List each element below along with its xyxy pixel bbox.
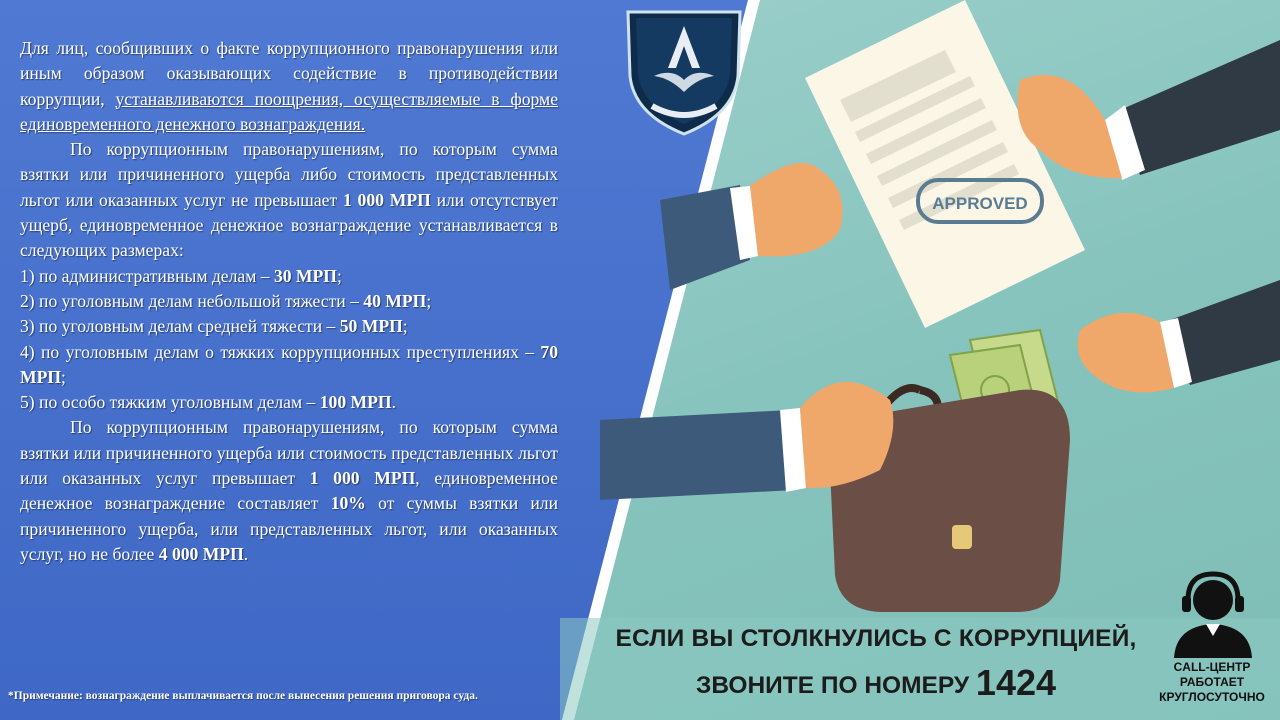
rate-item	[20, 264, 558, 289]
rate-label: 4) по уголовным делам о тяжких коррупционных преступлениях –	[20, 341, 535, 362]
main-text	[20, 36, 558, 567]
hand-bottom-right-icon	[1078, 280, 1280, 393]
intro-text: Для лиц, сообщивших о факте коррупционного правонарушения или иным образом оказывающих содействие в противодействии коррупции,	[20, 38, 558, 109]
paragraph-rewards-intro	[20, 36, 558, 137]
threshold-amount: 1 000 МРП	[342, 189, 431, 210]
rate-item	[20, 289, 558, 314]
rate-label: 3) по уголовным делам средней тяжести –	[20, 316, 336, 337]
over-threshold-end: .	[243, 543, 249, 564]
rate-end: ;	[61, 366, 66, 387]
reward-percent: 10%	[330, 493, 366, 514]
illustration	[600, 0, 1280, 620]
rates-list	[20, 264, 558, 416]
callcenter-line2: РАБОТАЕТ	[1179, 675, 1245, 689]
rate-amount: 50 МРП	[339, 316, 403, 337]
max-amount: 4 000 МРП	[158, 543, 244, 564]
hotline-number: 1424	[975, 662, 1057, 703]
rate-end: ;	[402, 316, 408, 337]
over-threshold-amount: 1 000 МРП	[309, 468, 416, 489]
paragraph-threshold	[20, 137, 558, 263]
rate-item	[20, 390, 558, 415]
over-threshold-text: По коррупционным правонарушениям, по которым сумма взятки или причиненного ущерба или стоимость представленных льгот или оказанных услуг превышает	[20, 417, 558, 489]
rate-amount: 40 МРП	[363, 290, 427, 311]
rate-amount: 30 МРП	[273, 265, 337, 286]
over-threshold-text-end: от суммы взятки или причиненного ущерба, или представленных льгот, или оказанных услуг, но не более	[20, 493, 559, 564]
threshold-text-cont: или отсутствует ущерб, единовременное денежное вознаграждение устанавливается в следующих размерах:	[20, 189, 558, 261]
over-threshold-text-cont: , единовременное денежное вознаграждение составляет	[20, 468, 558, 514]
call-center-operator-icon	[1170, 570, 1256, 658]
hand-bottom-left-icon	[600, 382, 893, 500]
rate-end: ;	[426, 290, 432, 311]
paragraph-over-threshold	[20, 415, 558, 567]
intro-underlined-text: устанавливаются поощрения, осуществляемые в форме единовременного денежного вознаграждения.	[20, 88, 558, 134]
threshold-text: По коррупционным правонарушениям, по которым сумма взятки или причиненного ущерба либо стоимость представленных льгот или оказанных услуг не превышает	[20, 139, 558, 210]
rate-label: 5) по особо тяжким уголовным делам –	[20, 392, 316, 413]
callcenter-line3: КРУГЛОСУТОЧНО	[1159, 690, 1265, 704]
headline-line2-wrap	[596, 664, 1156, 705]
callcenter-line1: CALL-ЦЕНТР	[1173, 660, 1251, 674]
document-icon	[805, 0, 1085, 328]
rate-label: 1) по административным делам –	[20, 265, 270, 286]
hand-top-right-icon	[1018, 40, 1280, 180]
headline-line2: ЗВОНИТЕ ПО НОМЕРУ	[695, 672, 970, 699]
stamp-label: APPROVED	[932, 194, 1028, 213]
call-center-info	[1148, 660, 1276, 705]
call-to-action	[596, 622, 1156, 705]
rate-label: 2) по уголовным делам небольшой тяжести –	[20, 290, 359, 311]
hand-left-icon	[660, 163, 843, 290]
rate-item	[20, 340, 558, 391]
footnote: *Примечание: вознаграждение выплачивается после вынесения решения приговора суда.	[8, 690, 478, 702]
rate-amount: 70 МРП	[20, 341, 559, 387]
rate-item	[20, 314, 558, 339]
headline-line1: ЕСЛИ ВЫ СТОЛКНУЛИСЬ С КОРРУПЦИЕЙ,	[615, 625, 1137, 652]
rate-end: ;	[336, 265, 342, 286]
rate-amount: 100 МРП	[319, 392, 392, 413]
rate-end: .	[391, 392, 396, 413]
